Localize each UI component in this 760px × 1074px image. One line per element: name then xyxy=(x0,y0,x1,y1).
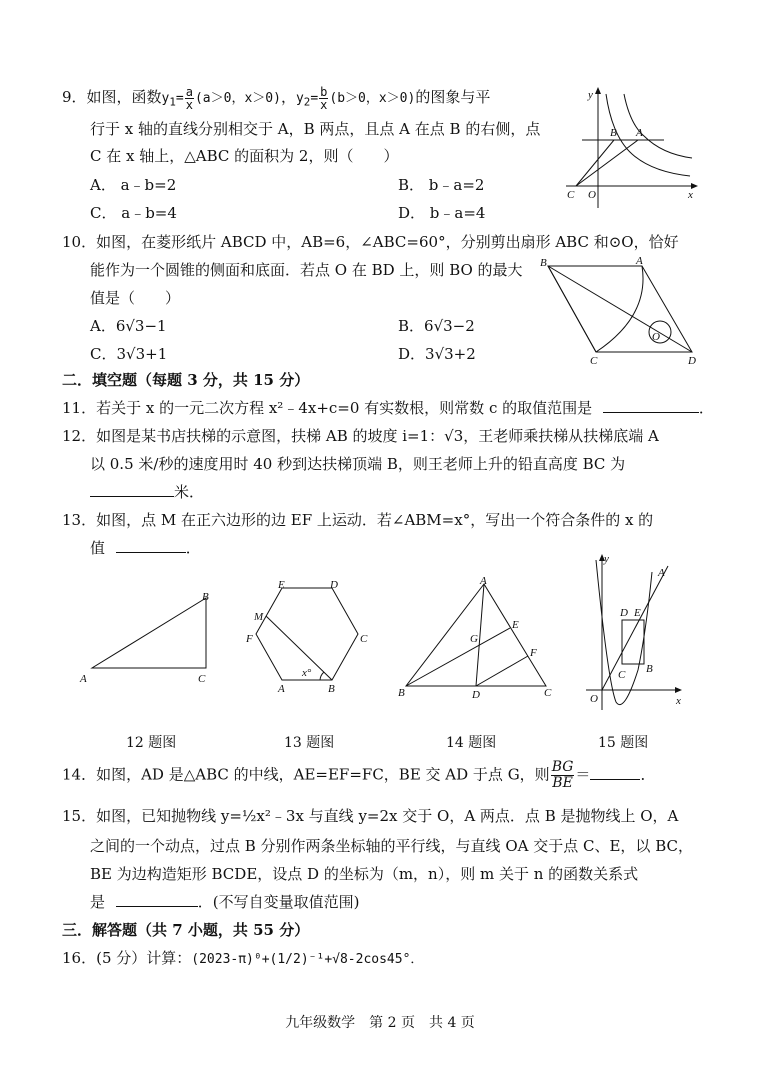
q12-line1: 12．如图是某书店扶梯的示意图，扶梯 AB 的坡度 i=1：√3，王老师乘扶梯从扶梯底端 A xyxy=(62,427,659,445)
svg-text:B: B xyxy=(646,663,653,675)
svg-text:C: C xyxy=(360,633,368,645)
q14-figure xyxy=(396,576,556,700)
svg-text:B: B xyxy=(610,127,617,139)
svg-text:F: F xyxy=(246,633,253,645)
q15-line4 xyxy=(90,892,360,912)
q15-suffix: ．(不写自变量取值范围) xyxy=(197,893,360,911)
svg-text:O: O xyxy=(588,189,596,201)
q14-fraction xyxy=(551,760,575,791)
q14-frac-den: BE xyxy=(552,775,573,791)
q12-figure xyxy=(78,588,218,688)
svg-text:C: C xyxy=(544,687,552,699)
svg-text:E: E xyxy=(634,607,641,619)
q13-prefix: 值 xyxy=(90,539,106,557)
svg-text:x: x xyxy=(688,189,693,201)
section-2-heading: 二．填空题（每题 3 分，共 15 分） xyxy=(62,371,310,389)
q10-line2: 能作为一个圆锥的侧面和底面．若点 O 在 BD 上，则 BO 的最大 xyxy=(90,261,523,279)
caption-q12: 12 题图 xyxy=(126,735,177,751)
caption-q14: 14 题图 xyxy=(446,735,497,751)
svg-text:C: C xyxy=(567,189,575,201)
q9-y2: $y_2=$ $\frac{b}{x}$ (b＞0，x＞0) xyxy=(295,85,416,112)
svg-text:E: E xyxy=(512,619,519,631)
section-3-heading: 三．解答题（共 7 小题，共 55 分） xyxy=(62,921,310,939)
q10-line1: 10．如图，在菱形纸片 ABCD 中，AB=6，∠ABC=60°，分别剪出扇形 ABC 和⊙O，恰好 xyxy=(62,233,679,251)
q15-figure xyxy=(582,552,690,714)
q13-figure xyxy=(244,580,376,700)
svg-text:A: A xyxy=(80,673,87,685)
q13-answer-blank[interactable] xyxy=(116,538,186,553)
q15-line2: 之间的一个动点，过点 B 分别作两条坐标轴的平行线，与直线 OA 交于点 C、E，以 BC， xyxy=(90,837,693,855)
svg-text:A: A xyxy=(278,683,285,695)
svg-text:x°: x° xyxy=(302,667,312,679)
svg-text:B: B xyxy=(398,687,405,699)
q10-option-a: A．6√3−1 xyxy=(90,317,167,335)
svg-text:B: B xyxy=(202,591,209,603)
q12-line3 xyxy=(90,482,204,502)
q12-answer-blank[interactable] xyxy=(90,482,174,497)
svg-text:x: x xyxy=(676,695,681,707)
svg-text:A: A xyxy=(658,567,665,579)
q14-suffix: ＝ xyxy=(575,765,591,784)
q9-option-c: C． a﹣b=4 xyxy=(90,204,177,222)
caption-q13: 13 题图 xyxy=(284,735,335,751)
svg-text:D: D xyxy=(330,580,338,591)
q11-body: 11．若关于 x 的一元二次方程 x²﹣4x+c=0 有实数根，则常数 c 的取值范围是 xyxy=(62,399,593,417)
q9-prefix: 9．如图，函数 xyxy=(62,88,162,106)
svg-text:D: D xyxy=(620,607,628,619)
q9-line1-post: 的图象与平 xyxy=(415,88,491,106)
q14-frac-num: BG xyxy=(551,759,574,775)
q10-option-d: D．3√3+2 xyxy=(398,345,476,363)
svg-text:y: y xyxy=(588,89,593,101)
q9-line3: C 在 x 轴上，△ABC 的面积为 2，则（ ） xyxy=(90,147,399,165)
svg-text:A: A xyxy=(636,127,643,139)
q9-option-d: D． b﹣a=4 xyxy=(398,204,486,222)
q10-option-b: B．6√3−2 xyxy=(398,317,475,335)
q11-text: 11．若关于 x 的一元二次方程 x²﹣4x+c=0 有实数根，则常数 c 的取值范围是 ． xyxy=(62,399,714,417)
svg-text:O: O xyxy=(652,331,660,343)
svg-text:y: y xyxy=(604,553,609,565)
q15-line3: BE 为边构造矩形 BCDE，设点 D 的坐标为（m，n），则 m 关于 n 的函数关系式 xyxy=(90,865,639,883)
svg-text:C: C xyxy=(618,669,626,681)
q13-line1: 13．如图，点 M 在正六边形的边 EF 上运动．若∠ABM=x°，写出一个符合条件的 x 的 xyxy=(62,511,654,529)
svg-text:D: D xyxy=(688,355,696,367)
svg-text:M: M xyxy=(254,611,264,623)
q14-answer-blank[interactable] xyxy=(590,765,640,780)
svg-text:C: C xyxy=(590,355,598,367)
svg-text:C: C xyxy=(198,673,206,685)
q14-body: 14．如图，AD 是△ABC 的中线，AE=EF=FC，BE 交 AD 于点 G，则 xyxy=(62,765,550,784)
q16-line xyxy=(62,948,423,970)
q9-line1: 9．如图，函数$y_1=$ $\frac{a}{x}$ (a＞0，x＞0)，$y_2=$ $\frac{b}{x}$ (b＞0，x＞0)的图象与平 xyxy=(62,85,491,112)
q9-figure xyxy=(562,84,702,216)
svg-text:D: D xyxy=(472,689,480,700)
q9-option-a: A． a﹣b=2 xyxy=(90,176,177,194)
svg-text:A: A xyxy=(636,256,643,267)
q12-line2: 以 0.5 米/秒的速度用时 40 秒到达扶梯顶端 B，则王老师上升的铅直高度 BC 为 xyxy=(90,455,626,473)
q10-line3: 值是（ ） xyxy=(90,289,181,307)
caption-q15: 15 题图 xyxy=(598,735,649,751)
q16-prefix: 16．(5 分）计算： xyxy=(62,949,192,967)
svg-text:B: B xyxy=(328,683,335,695)
svg-text:A: A xyxy=(480,576,487,587)
q14-line: 14．如图，AD 是△ABC 的中线，AE=EF=FC，BE 交 AD 于点 G，则 $\frac{BG}{BE}$ ＝ ． xyxy=(62,759,656,791)
q15-prefix: 是 xyxy=(90,893,106,911)
svg-text:B: B xyxy=(540,257,547,269)
q12-suffix: 米． xyxy=(174,483,205,501)
page-footer: 九年级数学 第 2 页 共 4 页 xyxy=(285,1015,475,1031)
q11-answer-blank[interactable] xyxy=(603,398,699,413)
q10-figure xyxy=(538,256,704,368)
q15-line1: 15．如图，已知抛物线 y=½x²﹣3x 与直线 y=2x 交于 O，A 两点．点 B 是抛物线上 O，A xyxy=(62,807,679,825)
svg-text:E: E xyxy=(278,580,285,591)
q13-line2: 值 ． xyxy=(90,539,201,557)
q9-y1: $y_1=$ $\frac{a}{x}$ (a＞0，x＞0) xyxy=(161,85,281,112)
q10-option-c: C．3√3+1 xyxy=(90,345,168,363)
svg-text:G: G xyxy=(470,633,478,645)
q15-answer-blank[interactable] xyxy=(116,892,198,907)
q9-option-b: B． b﹣a=2 xyxy=(398,176,485,194)
svg-text:O: O xyxy=(590,693,598,705)
q9-line2: 行于 x 轴的直线分别相交于 A，B 两点，且点 A 在点 B 的右侧，点 xyxy=(90,120,541,138)
svg-text:F: F xyxy=(530,647,537,659)
q16-expression: (2023-π)⁰+(1/2)⁻¹+√8-2cos45°． xyxy=(191,952,424,967)
